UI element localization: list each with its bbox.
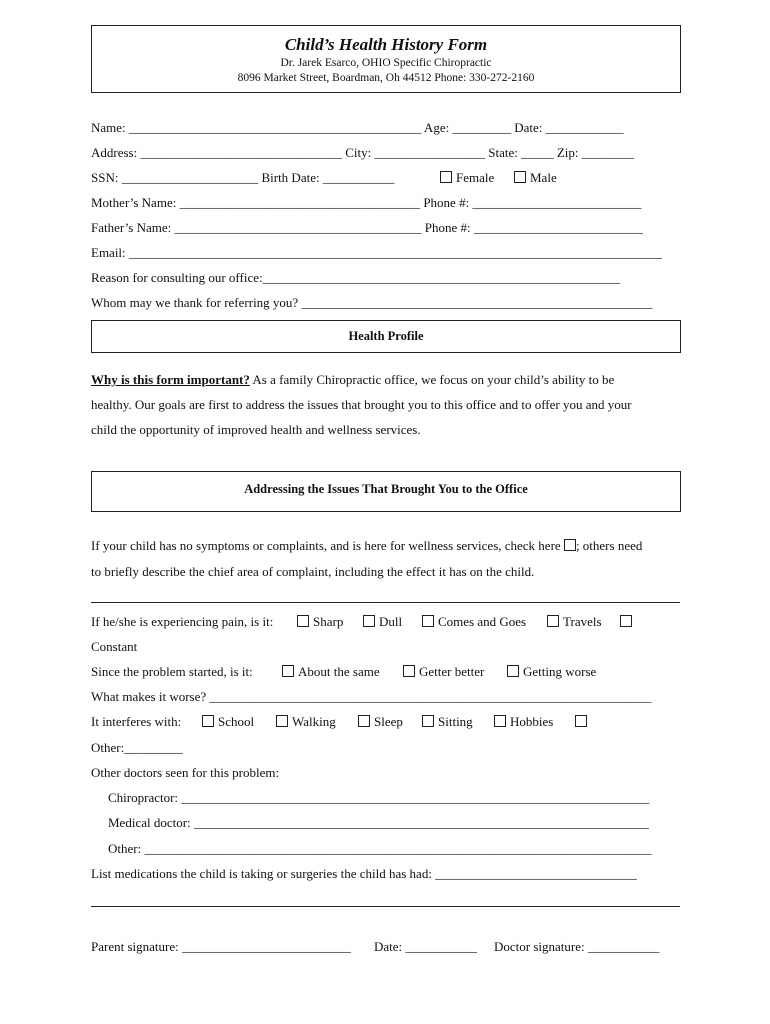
parent-signature-field[interactable]: Parent signature: __________________________ <box>91 939 351 954</box>
mother-field[interactable]: Mother’s Name: _____________________________________ Phone #: __________________________ <box>91 195 642 210</box>
checkbox-icon[interactable] <box>282 665 294 677</box>
checkbox-icon[interactable] <box>620 615 632 627</box>
gender-male[interactable]: Male <box>514 170 557 186</box>
checkbox-icon[interactable] <box>422 615 434 627</box>
interferes-school[interactable]: School <box>202 714 254 730</box>
checkbox-icon[interactable] <box>276 715 288 727</box>
checkbox-icon[interactable] <box>575 715 587 727</box>
doctor-signature-field[interactable]: Doctor signature: ___________ <box>494 939 660 954</box>
checkbox-icon[interactable] <box>547 615 559 627</box>
doctor-line: Dr. Jarek Esarco, OHIO Specific Chiropractic <box>280 57 492 69</box>
other-doctor-field[interactable]: Other: ______________________________________________________________________________ <box>108 841 652 856</box>
wellness-checkbox-icon[interactable] <box>564 539 576 551</box>
other-doctors-label: Other doctors seen for this problem: <box>91 765 280 780</box>
since-option-better[interactable]: Getter better <box>403 664 484 680</box>
medical-doctor-field[interactable]: Medical doctor: ______________________________________________________________________ <box>108 815 649 830</box>
medications-extra-line[interactable] <box>91 906 680 907</box>
pain-option-constant-checkbox[interactable] <box>620 614 636 630</box>
pain-option-constant: Constant <box>91 639 138 654</box>
why-label: Why is this form important? <box>91 372 250 387</box>
pain-option-dull[interactable]: Dull <box>363 614 402 630</box>
pain-option-sharp[interactable]: Sharp <box>297 614 343 630</box>
address-line: 8096 Market Street, Boardman, Oh 44512 Phone: 330-272-2160 <box>237 72 535 84</box>
pain-row: If he/she is experiencing pain, is it: <box>91 614 274 629</box>
checkbox-icon[interactable] <box>440 171 452 183</box>
referral-field[interactable]: Whom may we thank for referring you? ______________________________________________________ <box>91 295 653 310</box>
interferes-sitting[interactable]: Sitting <box>422 714 473 730</box>
why-paragraph-line2: healthy. Our goals are first to address the issues that brought you to this office and to offer you and your <box>91 397 632 412</box>
checkbox-icon[interactable] <box>507 665 519 677</box>
father-field[interactable]: Father’s Name: ______________________________________ Phone #: __________________________ <box>91 220 643 235</box>
since-label: Since the problem started, is it: <box>91 664 253 679</box>
interferes-other-field[interactable]: Other:_________ <box>91 740 183 755</box>
issues-intro-line2: to briefly describe the chief area of complaint, including the effect it has on the child. <box>91 564 535 579</box>
checkbox-icon[interactable] <box>297 615 309 627</box>
checkbox-icon[interactable] <box>403 665 415 677</box>
interferes-hobbies[interactable]: Hobbies <box>494 714 553 730</box>
header-box <box>91 25 681 93</box>
form-title: Child’s Health History Form <box>284 35 488 54</box>
health-profile-box <box>91 320 681 353</box>
complaint-line[interactable] <box>91 602 680 603</box>
health-profile-heading: Health Profile <box>348 329 424 343</box>
chiropractor-field[interactable]: Chiropractor: ________________________________________________________________________ <box>108 790 650 805</box>
pain-option-travels[interactable]: Travels <box>547 614 602 630</box>
interferes-sleep[interactable]: Sleep <box>358 714 403 730</box>
checkbox-icon[interactable] <box>494 715 506 727</box>
checkbox-icon[interactable] <box>422 715 434 727</box>
checkbox-icon[interactable] <box>514 171 526 183</box>
email-field[interactable]: Email: __________________________________________________________________________________ <box>91 245 662 260</box>
pain-option-comes-and-goes[interactable]: Comes and Goes <box>422 614 526 630</box>
why-paragraph-line3: child the opportunity of improved health and wellness services. <box>91 422 421 437</box>
since-option-worse[interactable]: Getting worse <box>507 664 596 680</box>
issues-heading: Addressing the Issues That Brought You to the Office <box>244 482 528 496</box>
why-paragraph-line1: Why is this form important? As a family Chiropractic office, we focus on your child’s ability to be <box>91 372 615 387</box>
interferes-walking[interactable]: Walking <box>276 714 336 730</box>
worse-field[interactable]: What makes it worse? ____________________________________________________________________ <box>91 689 652 704</box>
interferes-label: It interferes with: <box>91 714 182 729</box>
signature-date-field[interactable]: Date: ___________ <box>374 939 477 954</box>
issues-intro-line1: If your child has no symptoms or complaints, and is here for wellness services, check here ; others need <box>91 538 643 553</box>
gender-female[interactable]: Female <box>440 170 494 186</box>
interferes-other-checkbox[interactable] <box>575 714 591 730</box>
address-field[interactable]: Address: _______________________________ City: _________________ State: _____ Zip: ________ <box>91 145 634 160</box>
issues-box <box>91 471 681 512</box>
checkbox-icon[interactable] <box>202 715 214 727</box>
checkbox-icon[interactable] <box>358 715 370 727</box>
since-option-same[interactable]: About the same <box>282 664 380 680</box>
reason-field[interactable]: Reason for consulting our office:_______________________________________________________ <box>91 270 621 285</box>
checkbox-icon[interactable] <box>363 615 375 627</box>
name-field[interactable]: Name: _____________________________________________ Age: _________ Date: ____________ <box>91 120 624 135</box>
ssn-field[interactable]: SSN: _____________________ Birth Date: ___________ <box>91 170 395 185</box>
medications-field[interactable]: List medications the child is taking or surgeries the child has had: _______________________________ <box>91 866 637 881</box>
